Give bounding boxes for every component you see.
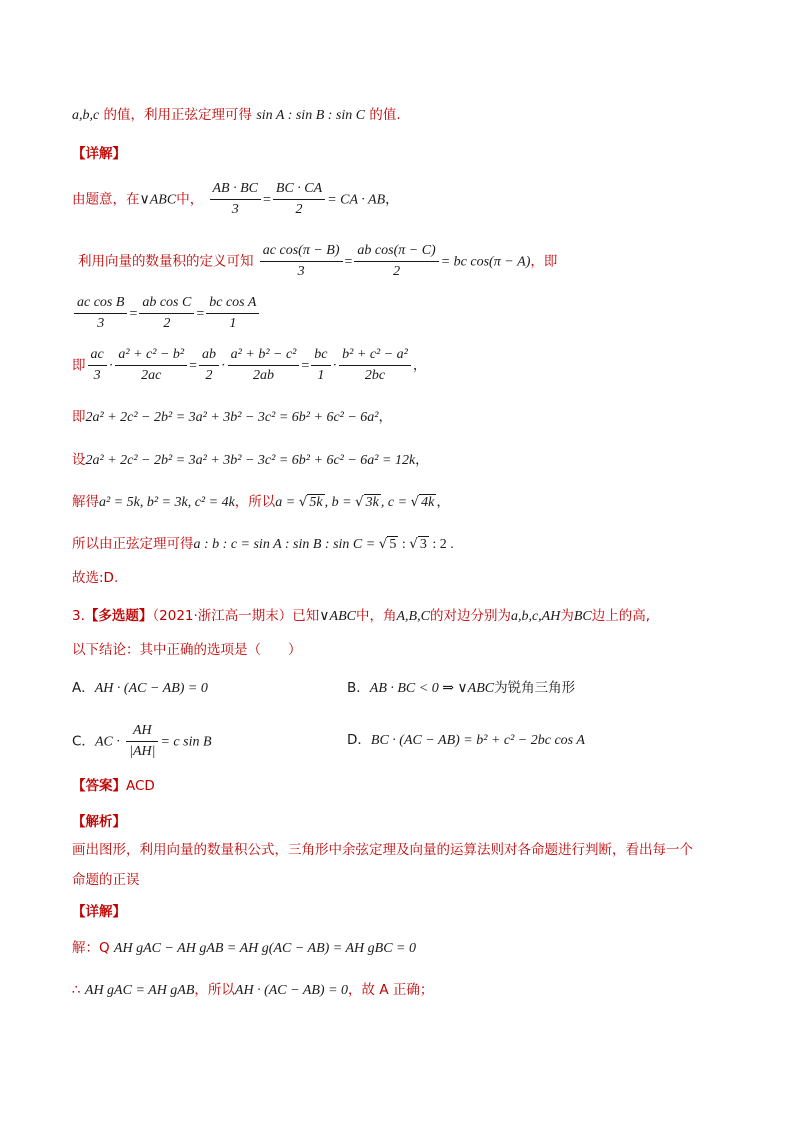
line7-expr: a² = 5k, b² = 3k, c² = 4k — [99, 495, 235, 510]
intro-expr: sin A : sin B : sin C — [256, 108, 366, 123]
analysis-text-1: 画出图形，利用向量的数量积公式，三角形中余弦定理及向量的运算法则对各命题进行判断，看出每一个 — [72, 842, 693, 858]
line4-prefix: 即 — [72, 357, 86, 374]
detail-label-2: 【详解】 — [72, 904, 126, 920]
solution-line-5: 即2a² + 2c² − 2b² = 3a² + 3b² − 3c² = 6b² + 6c² − 6a²， — [72, 409, 392, 425]
line3-frac-3: $\frac{\text{bc cos A}}{1}$ — [206, 294, 259, 333]
choose-line: 故选:D. — [72, 570, 119, 586]
line2-prefix: 利用向量的数量积的定义可知 — [78, 253, 254, 270]
intro-vars: a,b,c — [72, 108, 100, 123]
question-tag: 【多选题】 — [84, 608, 153, 624]
analysis-text-2: 命题的正误 — [72, 872, 140, 888]
option-a: A．AH · (AC − AB) = 0 — [72, 680, 208, 696]
question-3-line-1: 3.【多选题】（2021·浙江高一期末）已知∨ABC中，角A,B,C的对边分别为a,b,c,AH为BC边上的高, — [72, 608, 651, 624]
option-b: B．AB · BC < 0 ⇒ ∨ABC为锐角三角形 — [347, 680, 576, 696]
line3-frac-1: $\frac{\text{ac cos B}}{3}$ — [74, 294, 127, 333]
answer-value: ACD — [126, 778, 155, 794]
option-d-expr: BC · (AC − AB) = b² + c² − 2bc cos A — [370, 733, 585, 748]
question-number: 3. — [72, 608, 85, 624]
option-d: D．BC · (AC − AB) = b² + c² − 2bc cos A — [347, 732, 585, 748]
analysis-label: 【解析】 — [72, 814, 126, 830]
question-3-line-2: 以下结论：其中正确的选项是（ ） — [72, 642, 302, 658]
option-a-expr: AH · (AC − AB) = 0 — [94, 681, 208, 696]
intro-text2: 的值. — [365, 107, 401, 123]
question-source: （2021·浙江高一期末） — [152, 608, 293, 624]
solution2-line-1: 解：Q AH gAC − AH gAB = AH g(AC − AB) = AH gBC = 0 — [72, 940, 416, 956]
line1-frac-1: $\frac{AB \cdot BC}{3}$ — [210, 180, 262, 219]
solution-line-2: 利用向量的数量积的定义可知 $\frac{\text{ac cos(π − B)}}{3}$ = $\frac{\text{ab cos(π − C)}}{2}$ = bc cos(π − A)，即 — [78, 243, 558, 279]
line2-suffix: ，即 — [530, 253, 558, 270]
answer-label: 【答案】 — [72, 778, 126, 794]
line2-frac-1: $\frac{\text{ac cos(π − B)}}{3}$ — [260, 242, 343, 281]
solution-line-7: 解得a² = 5k, b² = 3k, c² = 4k，所以a = √ 5k , b = √ 3k , c = √ 4k ， — [72, 494, 450, 510]
line2-rhs: = bc cos(π − A) — [440, 254, 531, 270]
line5-expr: 2a² + 2c² − 2b² = 3a² + 3b² − 3c² = 6b² + 6c² − 6a² — [85, 410, 379, 425]
solution-line-3: $\frac{\text{ac cos B}}{3}$ = $\frac{\text{ab cos C}}{2}$ = $\frac{\text{bc cos A}}{1}$ — [72, 294, 261, 333]
line1-rhs: = CA · AB — [327, 192, 386, 208]
solution-line-8: 所以由正弦定理可得a : b : c = sin A : sin B : sin C = √ 5 : √ 3 : 2 . — [72, 536, 454, 552]
line6-expr: 2a² + 2c² − 2b² = 3a² + 3b² − 3c² = 6b² + 6c² − 6a² = 12k — [85, 453, 416, 468]
intro-text1: 的值，利用正弦定理可得 — [99, 107, 257, 123]
detail-label-1: 【详解】 — [72, 146, 126, 162]
option-c: C．AC · $\frac{AH}{|AH|}$ = c sin B — [72, 723, 212, 759]
line1-triangle: ∨ABC — [139, 192, 177, 208]
solution-line-1: 由题意，在∨ABC中， $\frac{AB \cdot BC}{3}$ = $\frac{BC \cdot CA}{2}$ = CA · AB， — [72, 181, 399, 217]
line1-mid: 中， — [176, 191, 204, 208]
line2-frac-2: $\frac{\text{ab cos(π − C)}}{2}$ — [354, 242, 438, 281]
solution2-line-2: ∴ AH gAC = AH gAB，所以AH · (AC − AB) = 0，故 A 正确； — [72, 982, 434, 998]
answer-line — [72, 776, 155, 796]
line1-suffix: ， — [385, 191, 399, 208]
option-b-expr: AB · BC < 0 ⇒ ∨ABC — [369, 681, 495, 696]
line1-prefix: 由题意，在 — [72, 191, 140, 208]
intro-line — [72, 105, 401, 126]
solution-line-6: 设2a² + 2c² − 2b² = 3a² + 3b² − 3c² = 6b² + 6c² − 6a² = 12k， — [72, 452, 429, 468]
option-c-frac: $\frac{AH}{|AH|}$ — [126, 722, 158, 761]
line3-frac-2: $\frac{\text{ab cos C}}{2}$ — [139, 294, 194, 333]
solution-line-4: 即 $\frac{ac}{3}$ · $\frac{\text{a² + c² − b²}}{2ac}$ = $\frac{ab}{2}$ · $\frac{\text{a² + b² − c²}}{2ab}$ = $\frac{bc}{1}$ · $\frac{\text{b² + c² − a²}}{2bc}$ ， — [72, 347, 427, 383]
sol1-expr: AH gAC − AH gAB = AH g(AC − AB) = AH gBC = 0 — [113, 941, 416, 956]
line8-expr: a : b : c = sin A : sin B : sin C = — [193, 537, 379, 552]
line1-frac-2: $\frac{BC \cdot CA}{2}$ — [273, 180, 325, 219]
